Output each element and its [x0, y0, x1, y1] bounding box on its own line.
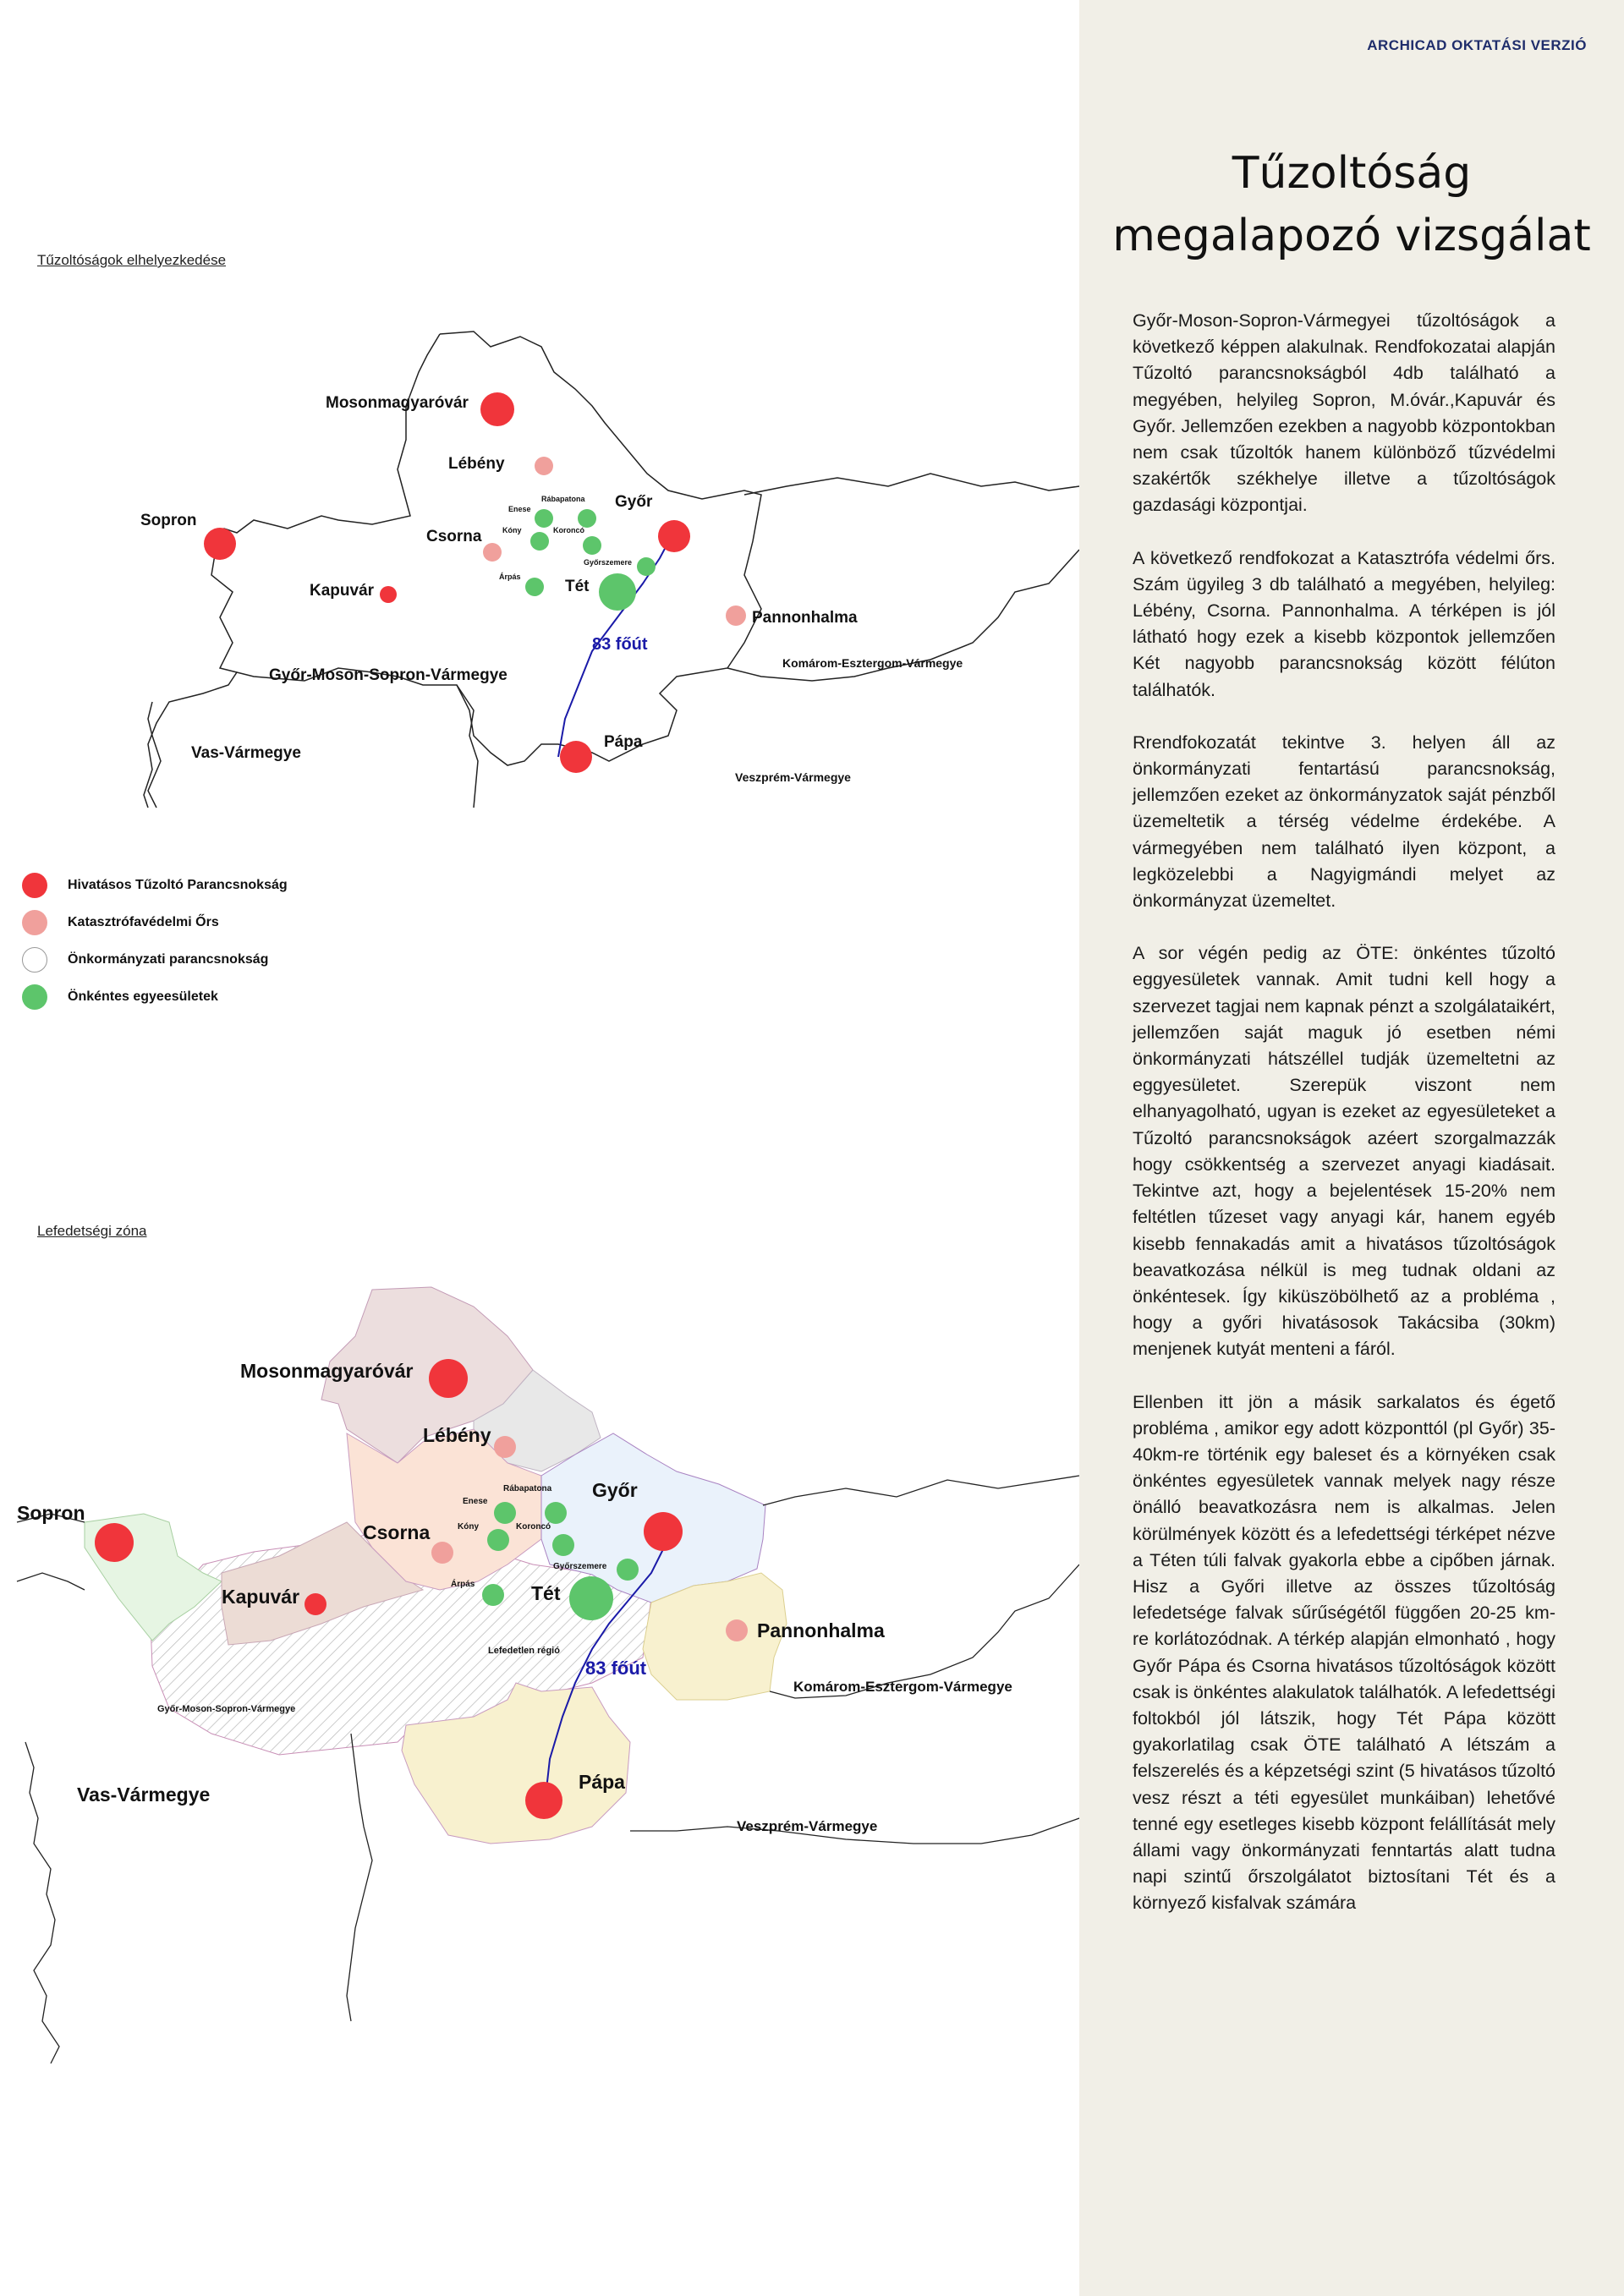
map2-section-label: Lefedetségi zóna — [37, 1223, 147, 1239]
map2-station-gyor — [644, 1512, 683, 1551]
legend-item-disaster-post — [22, 904, 288, 941]
map1-station-mosonmagyarovar — [480, 392, 514, 426]
map1-label-mosonmagyarovar: Mosonmagyaróvár — [326, 394, 469, 412]
map1-station-kapuvar — [380, 586, 397, 603]
map1-fire-stations — [0, 0, 1079, 846]
map2-region-kem: Komárom-Esztergom-Vármegye — [793, 1679, 1012, 1695]
map2-label-mosonmagyarovar: Mosonmagyaróvár — [240, 1360, 414, 1382]
map1-post-csorna — [483, 543, 502, 562]
map2-vol-rabapatona — [494, 1502, 516, 1524]
map2-label-gyorszemere: Győrszemere — [553, 1562, 607, 1571]
map2-vol-gyorszemere — [617, 1559, 639, 1581]
paragraph: Ellenben itt jön a másik sarkalatos és égető probléma , amikor egy adott központtól (pl Győr) 35-40km-re történik egy baleset és a környéken csak önkéntes egyesületek vannak melyek nagy része önálló beavatkozásra nem is alkalmas. Jelen körülmények között és a lefedettségi térképet nézve a Téten túli falvak gyakorla ebbe a cipőben járnak. Hisz a Győri illetve az összes tűzoltóság lefedetsége falvak sűrűségétől függően 20-25 km- re korlátozódnak. A térkép alapján elmonható , hogy Győr Pápa és Csorna hivatásos tűzoltóságok között csak is önkéntes alakulatok találhatók. A lefedettségi foltokból jól látszik, hogy Tét Pápa között gyakorlatilag csak ÖTE található A létszám a felszerelés és a képzetségi szint (5 hivatásos tűzoltó vesz részt a téti egyesület munkáiban) lehetővé tenné egy esetleges kisebb központ felállítását mely állami vagy önkormányzati fenntartás alatt tudna napi szintű őrszolgálatot biztosítani Tét és a környező kisfalvak számára — [1133, 1391, 1555, 1914]
map1-east-border — [744, 474, 1079, 495]
map1-label-sopron: Sopron — [140, 512, 197, 529]
legend-dot-professional — [22, 873, 47, 898]
map2-station-mosonmagyarovar — [429, 1359, 468, 1398]
map1-section-label: Tűzoltóságok elhelyezkedése — [37, 252, 227, 268]
paragraph: A következő rendfokozat a Katasztrófa védelmi őrs. Szám ügyileg 3 db található a megyében, helyileg: Lébény, Csorna. Pannonhalma. A térképen is jól látható hogy ezek a kisebb központok jellemzően Két nagyobb parancsnokság között félúton találhatók. — [1133, 547, 1555, 700]
map2-label-gyor: Győr — [592, 1479, 638, 1501]
legend-dot-volunteer — [22, 984, 47, 1010]
legend-dot-disaster-post — [22, 910, 47, 935]
paragraph: Rrendfokozatát tekintve 3. helyen áll az önkormányzati fentartású parancsnokság, jellemzően ezeket az önkormányzatok saját pénzből üzemeltetik a térség védelme érdekébe. A vármegyében nem található ilyen központ, a legközelebbi a Nagyigmándi melyet az önkormányzat üzemeltet. — [1133, 732, 1555, 912]
map2-route-label: 83 főút — [585, 1658, 647, 1679]
map2-region-vas: Vas-Vármegye — [77, 1784, 211, 1806]
map1-label-rabapatona: Rábapatona — [541, 495, 585, 503]
map1-region-veszprem: Veszprém-Vármegye — [735, 770, 851, 784]
page-title — [1079, 142, 1624, 267]
map2-post-pannonhalma — [726, 1619, 748, 1641]
page-title-line1: Tűzoltóság — [1232, 148, 1472, 199]
map2-post-lebeny — [494, 1436, 516, 1458]
map2-region-gymos: Győr-Moson-Sopron-Vármegye — [157, 1704, 296, 1714]
map2-uncovered-label: Lefedetlen régió — [488, 1646, 560, 1656]
map2-vol-arpas — [482, 1584, 504, 1606]
legend-item-volunteer — [22, 978, 288, 1016]
map2-vol-tet — [569, 1576, 613, 1620]
map1-station-papa — [560, 741, 592, 773]
legend-item-professional — [22, 867, 288, 904]
map1-vol-gyorszemere — [637, 557, 656, 576]
map2-west-border — [25, 1742, 59, 2063]
legend-item-municipal — [22, 941, 288, 978]
map1-label-tet: Tét — [565, 578, 590, 595]
map2-station-sopron — [95, 1523, 134, 1562]
map2-north-border — [17, 1514, 85, 1590]
map1-region-kem: Komárom-Esztergom-Vármegye — [782, 656, 963, 670]
map1-label-kapuvar: Kapuvár — [310, 582, 375, 600]
legend-label-professional: Hivatásos Tűzoltó Parancsnokság — [68, 878, 288, 892]
map1-vol-tet — [599, 573, 636, 611]
text-panel — [1079, 0, 1624, 2296]
map2-label-sopron: Sopron — [17, 1502, 85, 1524]
map2-station-kapuvar — [304, 1593, 326, 1615]
page-title-line2: megalapozó vizsgálat — [1112, 211, 1591, 261]
map1-vol-kony — [530, 532, 549, 551]
map1-label-lebeny: Lébény — [448, 455, 505, 473]
map1-post-pannonhalma — [726, 606, 746, 626]
map1-label-kony: Kóny — [502, 526, 522, 534]
map1-region-gymos: Győr-Moson-Sopron-Vármegye — [269, 666, 508, 684]
map1-label-pannonhalma: Pannonhalma — [752, 609, 858, 627]
legend-dot-municipal — [22, 947, 47, 973]
body-text — [1133, 308, 1555, 1917]
map2-label-koronco: Koroncó — [516, 1522, 551, 1532]
map2-label-papa: Pápa — [579, 1771, 625, 1793]
map1-veszprem-border — [457, 685, 478, 808]
map2-east-border — [763, 1476, 1079, 1505]
map2-coverage — [0, 1252, 1079, 2097]
map2-vol-koronco — [552, 1534, 574, 1556]
legend-label-disaster-post: Katasztrófavédelmi Őrs — [68, 915, 219, 929]
legend — [22, 867, 288, 1016]
map1-label-koronco: Koroncó — [553, 526, 584, 534]
map1-station-gyor — [658, 520, 690, 552]
map2-post-csorna — [431, 1542, 453, 1564]
map1-label-arpas: Árpás — [499, 573, 521, 581]
paragraph: A sor végén pedig az ÖTE: önkéntes tűzoltó eggyesületek vannak. Amit tudni kell hogy a szervezet tagjai nem kapnak pénzt a szolgálataikért, jellemzően saját maguk jó esetben némi önkormányzati hátszéllel tudják üzemeltetni az eggyesületet. Szerepük viszont nem elhanyagolható, ugyan is ezeket az egyesületeket a Tűzoltó parancsnokságok azéert szorgalmazzák hogy csökkentség a szervezet anyagi kiadásait. Tekintve azt, hogy a bejelentések 15-20% nem feltétlen tűzeset vagy anyagi kár, hanem egyéb kisebb fennakadás amit a hivatásos tűzoltóságok beavatkozása nélkül is meg tudnak oldani az önkéntesek. Így kiküszöbölhető az a probléma , hogy a győri hivatásosok Takácsiba (30km) menjenek kutyát menteni a fáról. — [1133, 943, 1555, 1360]
map2-label-enese: Enese — [463, 1497, 488, 1506]
map1-label-gyor: Győr — [615, 493, 653, 511]
map1-label-enese: Enese — [508, 505, 531, 513]
legend-label-municipal: Önkormányzati parancsnokság — [68, 952, 269, 967]
map2-south-border — [347, 1734, 372, 2021]
map1-vol-koronco — [583, 536, 601, 555]
map1-label-csorna: Csorna — [426, 528, 482, 545]
map2-label-pannonhalma: Pannonhalma — [757, 1619, 885, 1641]
map2-label-csorna: Csorna — [363, 1521, 431, 1543]
map1-county-border-west — [211, 334, 440, 672]
paragraph: Győr-Moson-Sopron-Vármegyei tűzoltóságok a következő képpen alakulnak. Rendfokozatai alapján Tűzoltó parancsnokságból 4db található a megyében, helyileg Sopron, M.óvár.,Kapuvár és Győr. Jellemzően ezekben a nagyobb központokban nem csak tűzoltók hanem különböző tűzvédelmi szakértők székhelye illetve a tűzoltóságok gazdasági központjai. — [1133, 310, 1555, 516]
map1-station-sopron — [204, 528, 236, 560]
map2-region-veszprem: Veszprém-Vármegye — [737, 1818, 878, 1834]
map1-vol-koronco-a — [578, 509, 596, 528]
map1-vol-rabapatona — [535, 509, 553, 528]
map2-label-tet: Tét — [531, 1582, 561, 1604]
map1-post-lebeny — [535, 457, 553, 475]
map1-vol-arpas — [525, 578, 544, 596]
map1-label-gyorszemere: Győrszemere — [584, 558, 633, 567]
map2-label-arpas: Árpás — [451, 1580, 475, 1589]
map1-region-vas: Vas-Vármegye — [191, 744, 301, 762]
map2-label-lebeny: Lébény — [423, 1424, 491, 1446]
map2-label-kapuvar: Kapuvár — [222, 1586, 300, 1608]
map2-label-kony: Kóny — [458, 1522, 479, 1532]
map2-station-papa — [525, 1782, 562, 1819]
legend-label-volunteer: Önkéntes egyeesületek — [68, 989, 218, 1004]
edu-version-label: ARCHICAD OKTATÁSI VERZIÓ — [1367, 37, 1587, 53]
map2-label-rabapatona: Rábapatona — [503, 1484, 552, 1493]
map1-route-label: 83 főút — [592, 635, 648, 654]
map2-vol-kony — [487, 1529, 509, 1551]
map2-vol-koronco-a — [545, 1502, 567, 1524]
map1-label-papa: Pápa — [604, 733, 643, 751]
